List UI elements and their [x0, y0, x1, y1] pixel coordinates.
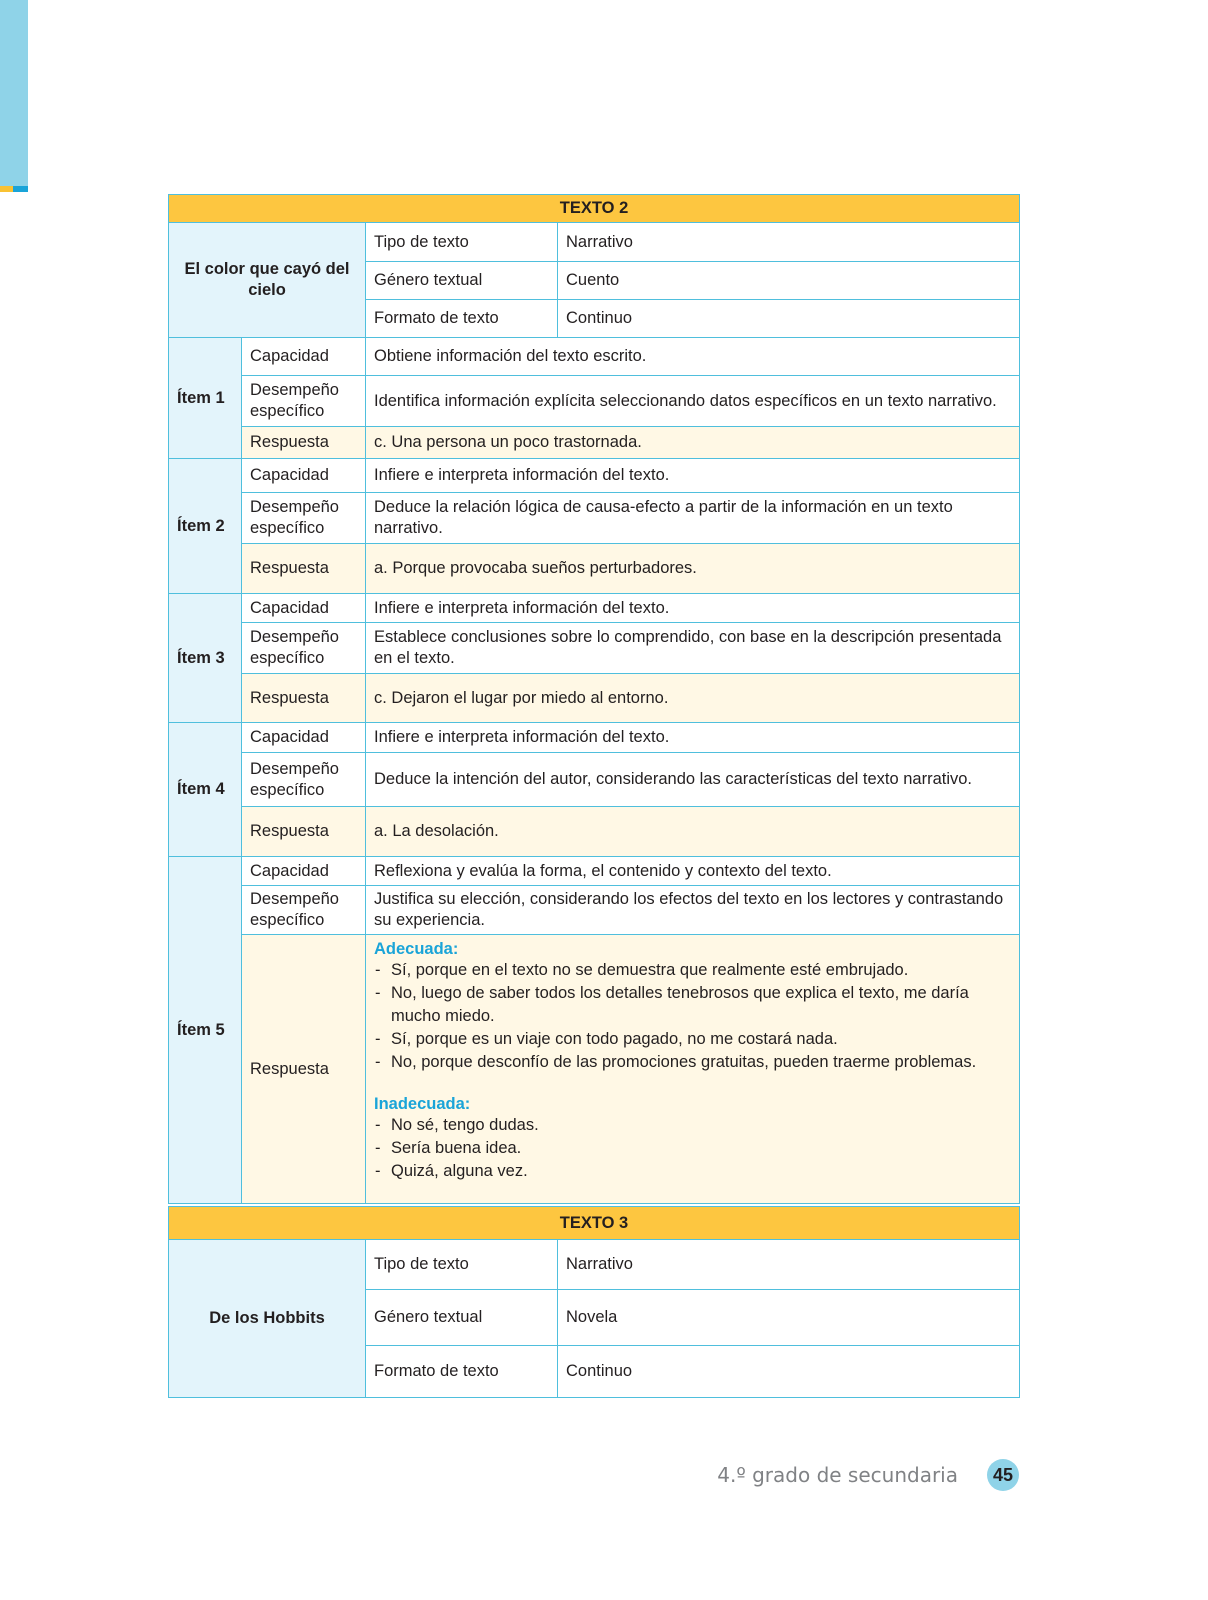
item-3-label: Ítem 3: [169, 594, 242, 723]
capacidad-value: Reflexiona y evalúa la forma, el contenido y contexto del texto.: [366, 857, 1020, 886]
desempeno-label: Desempeño específico: [242, 493, 366, 544]
respuesta-value: a. Porque provocaba sueños perturbadores.: [366, 544, 1020, 594]
respuesta-value: a. La desolación.: [366, 807, 1020, 857]
respuesta-value: c. Dejaron el lugar por miedo al entorno.: [366, 674, 1020, 723]
side-strip-blue-mark: [13, 186, 28, 192]
list-item: - Quizá, alguna vez.: [374, 1160, 1011, 1183]
list-item: - Sí, porque es un viaje con todo pagado, no me costará nada.: [374, 1028, 1011, 1051]
prop-value: Novela: [558, 1290, 1020, 1346]
prop-value: Cuento: [558, 262, 1020, 300]
capacidad-value: Obtiene información del texto escrito.: [366, 338, 1020, 376]
prop-label: Género textual: [366, 1290, 558, 1346]
item-1-label: Ítem 1: [169, 338, 242, 459]
adecuada-list: [374, 959, 1011, 1074]
respuesta-label: Respuesta: [242, 935, 366, 1204]
item-2-label: Ítem 2: [169, 459, 242, 594]
prop-label: Formato de texto: [366, 1346, 558, 1398]
side-color-strip: [0, 0, 28, 186]
list-item: - Sí, porque en el texto no se demuestra que realmente esté embrujado.: [374, 959, 1011, 982]
respuesta-label: Respuesta: [242, 427, 366, 459]
list-item: - No, porque desconfío de las promociones gratuitas, pueden traerme problemas.: [374, 1051, 1011, 1074]
page-number: 45: [987, 1459, 1019, 1491]
desempeno-value: Identifica información explícita seleccionando datos específicos en un texto narrativo.: [366, 376, 1020, 427]
desempeno-label: Desempeño específico: [242, 623, 366, 674]
texto3-title: De los Hobbits: [169, 1240, 366, 1398]
capacidad-value: Infiere e interpreta información del texto.: [366, 723, 1020, 753]
prop-value: Continuo: [558, 300, 1020, 338]
respuesta-value: [366, 935, 1020, 1204]
adecuada-label: Adecuada:: [374, 940, 459, 958]
inadecuada-label: Inadecuada:: [374, 1095, 471, 1113]
capacidad-label: Capacidad: [242, 594, 366, 623]
footer-grade: 4.º grado de secundaria: [717, 1463, 958, 1487]
prop-label: Tipo de texto: [366, 223, 558, 262]
texto2-table: [168, 194, 1020, 1204]
item-5-label: Ítem 5: [169, 857, 242, 1204]
respuesta-value: c. Una persona un poco trastornada.: [366, 427, 1020, 459]
prop-value: Narrativo: [558, 223, 1020, 262]
capacidad-value: Infiere e interpreta información del texto.: [366, 459, 1020, 493]
capacidad-label: Capacidad: [242, 338, 366, 376]
texto3-table: [168, 1206, 1020, 1398]
list-item: - No, luego de saber todos los detalles tenebrosos que explica el texto, me daría mucho miedo.: [374, 982, 1011, 1028]
prop-label: Tipo de texto: [366, 1240, 558, 1290]
desempeno-label: Desempeño específico: [242, 753, 366, 807]
capacidad-value: Infiere e interpreta información del texto.: [366, 594, 1020, 623]
capacidad-label: Capacidad: [242, 857, 366, 886]
inadecuada-list: [374, 1114, 1011, 1183]
prop-value: Narrativo: [558, 1240, 1020, 1290]
prop-label: Formato de texto: [366, 300, 558, 338]
respuesta-label: Respuesta: [242, 674, 366, 723]
desempeno-value: Justifica su elección, considerando los efectos del texto en los lectores y contrastando su experiencia.: [366, 886, 1020, 935]
texto2-header: TEXTO 2: [169, 195, 1020, 223]
side-strip-yellow-mark: [0, 186, 13, 192]
respuesta-label: Respuesta: [242, 807, 366, 857]
respuesta-label: Respuesta: [242, 544, 366, 594]
texto3-header: TEXTO 3: [169, 1207, 1020, 1240]
desempeno-value: Deduce la intención del autor, considerando las características del texto narrativo.: [366, 753, 1020, 807]
item-4-label: Ítem 4: [169, 723, 242, 857]
list-item: - No sé, tengo dudas.: [374, 1114, 1011, 1137]
desempeno-value: Establece conclusiones sobre lo comprendido, con base en la descripción presentada en el texto.: [366, 623, 1020, 674]
capacidad-label: Capacidad: [242, 723, 366, 753]
texto2-title: El color que cayó del cielo: [169, 223, 366, 338]
list-item: - Sería buena idea.: [374, 1137, 1011, 1160]
desempeno-label: Desempeño específico: [242, 376, 366, 427]
desempeno-label: Desempeño específico: [242, 886, 366, 935]
desempeno-value: Deduce la relación lógica de causa-efecto a partir de la información en un texto narrativo.: [366, 493, 1020, 544]
prop-value: Continuo: [558, 1346, 1020, 1398]
capacidad-label: Capacidad: [242, 459, 366, 493]
prop-label: Género textual: [366, 262, 558, 300]
